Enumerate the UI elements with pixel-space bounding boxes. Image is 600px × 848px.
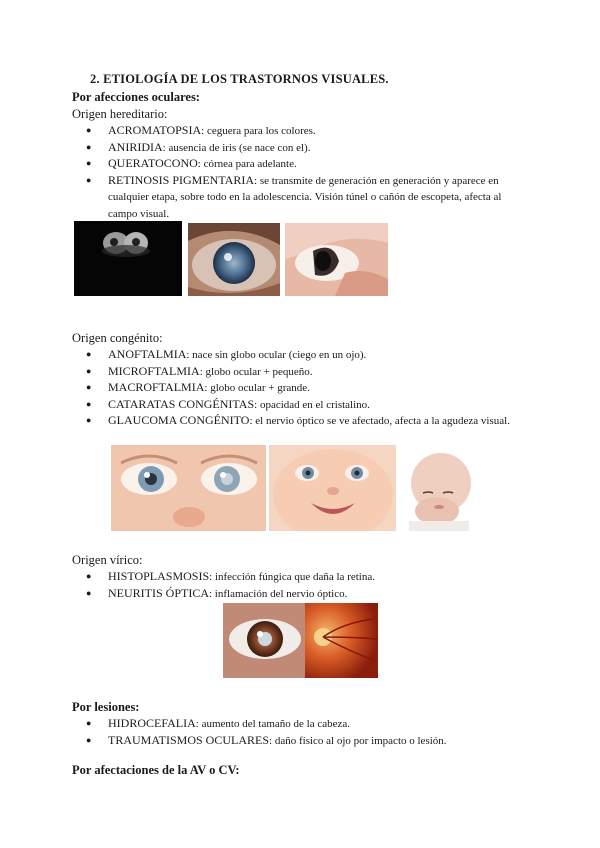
list-item: ● ANOFTALMIA: nace sin globo ocular (ciego en un ojo).: [86, 347, 531, 364]
heading-afectaciones: Por afectaciones de la AV o CV:: [72, 763, 240, 777]
list-item: ● HISTOPLASMOSIS: infección fúngica que daña la retina.: [86, 569, 531, 586]
list-item: ● MICROFTALMIA: globo ocular + pequeño.: [86, 364, 531, 381]
subhead-hereditario: Origen hereditario:: [72, 107, 168, 121]
photo-queratocono: [285, 223, 388, 296]
list-item: ● RETINOSIS PIGMENTARIA: se transmite de generación en generación y aparece en cualquier etapa, sobre todo en la adolescencia. Visión túnel o cañón de escopeta, afecta al campo visual.: [86, 173, 531, 223]
subhead-congenito: Origen congénito:: [72, 331, 163, 345]
photo-aniridia: [188, 223, 280, 296]
list-hereditario: [86, 123, 531, 222]
list-item: ● HIDROCEFALIA: aumento del tamaño de la cabeza.: [86, 716, 531, 733]
section-title: 2. ETIOLOGÍA DE LOS TRASTORNOS VISUALES.: [90, 72, 389, 86]
list-lesiones: [86, 716, 531, 749]
photo-baby-smiling: [269, 445, 396, 531]
photo-retina: [223, 603, 378, 678]
list-item: ● GLAUCOMA CONGÉNITO: el nervio óptico se ve afectado, afecta a la agudeza visual.: [86, 413, 531, 430]
list-congenito: [86, 347, 531, 430]
heading-afecciones: Por afecciones oculares:: [72, 90, 200, 104]
list-item: ● ANIRIDIA: ausencia de iris (se nace con el).: [86, 140, 531, 157]
photo-baby-eyes: [111, 445, 266, 531]
photo-baby-hydrocephalus: [399, 445, 480, 531]
list-item: ● NEURITIS ÓPTICA: inflamación del nervio óptico.: [86, 586, 531, 603]
list-item: ● ACROMATOPSIA: ceguera para los colores.: [86, 123, 531, 140]
subhead-virico: Origen vírico:: [72, 553, 143, 567]
photo-acromatopsia: [74, 221, 182, 296]
list-item: ● MACROFTALMIA: globo ocular + grande.: [86, 380, 531, 397]
list-virico: [86, 569, 531, 602]
heading-lesiones: Por lesiones:: [72, 700, 140, 714]
list-item: ● CATARATAS CONGÉNITAS: opacidad en el cristalino.: [86, 397, 531, 414]
list-item: ● TRAUMATISMOS OCULARES: daño físico al ojo por impacto o lesión.: [86, 733, 531, 750]
list-item: ● QUERATOCONO: córnea para adelante.: [86, 156, 531, 173]
